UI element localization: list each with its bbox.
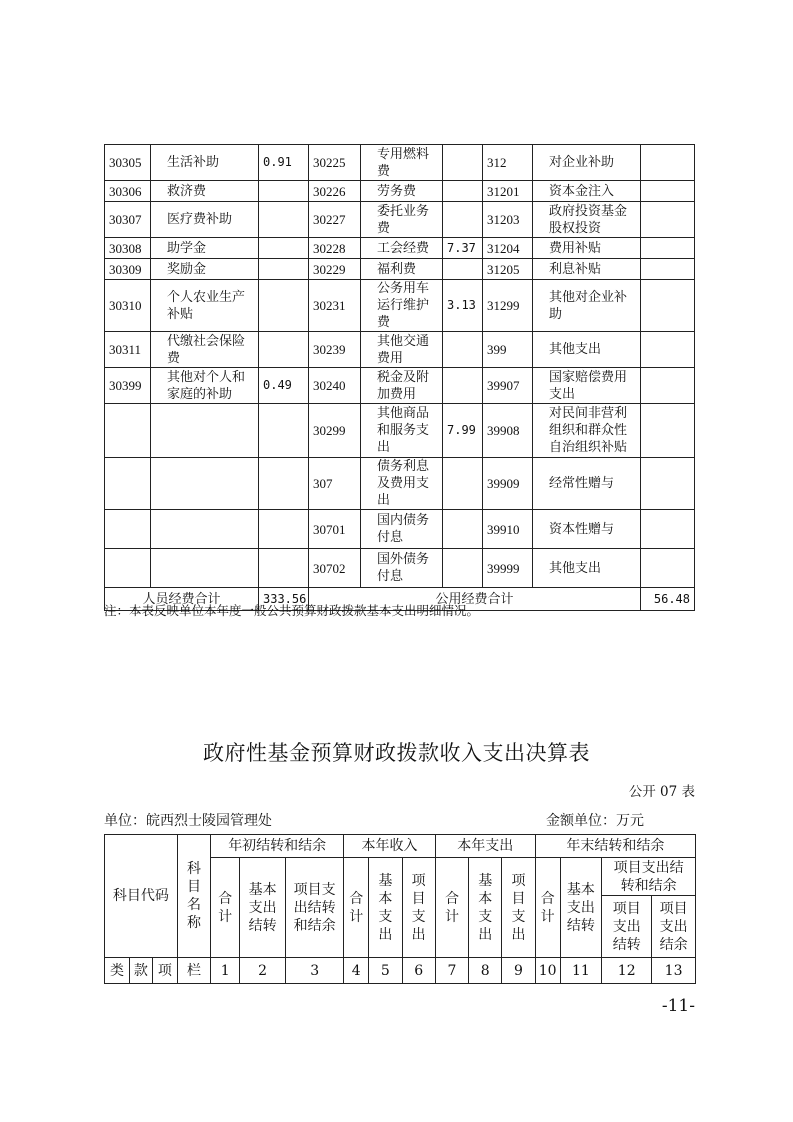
income-basic-header: 基本支出 xyxy=(369,858,402,958)
amount-cell xyxy=(259,549,309,588)
subject-code-cell: 307 xyxy=(309,458,361,510)
subject-name-cell: 医疗费补助 xyxy=(151,202,259,238)
col-number: 12 xyxy=(602,958,652,984)
amount-cell xyxy=(259,259,309,280)
col-number: 5 xyxy=(369,958,402,984)
lan-header: 栏 xyxy=(177,958,210,984)
income-project-header: 项目支出 xyxy=(402,858,435,958)
subject-name-cell: 生活补助 xyxy=(151,145,259,181)
group-income-header: 本年收入 xyxy=(344,835,436,858)
subject-name-cell: 债务利息及费用支出 xyxy=(361,458,443,510)
amount-cell: 7.37 xyxy=(443,238,483,259)
group-begin-header: 年初结转和结余 xyxy=(211,835,344,858)
subject-name-cell: 经常性赠与 xyxy=(533,458,641,510)
unit-label: 单位：皖西烈士陵园管理处 xyxy=(104,813,272,829)
subject-name-cell: 费用补贴 xyxy=(533,238,641,259)
subject-code-cell xyxy=(105,404,151,458)
subject-name-cell: 个人农业生产补贴 xyxy=(151,280,259,332)
subject-code-cell xyxy=(105,510,151,549)
expense-basic-header: 基本支出 xyxy=(469,858,502,958)
table-row xyxy=(105,549,695,588)
begin-basic-carry-header: 基本支出结转 xyxy=(240,858,286,958)
amount-cell xyxy=(641,549,695,588)
amount-cell xyxy=(443,181,483,202)
subject-name-cell: 代缴社会保险费 xyxy=(151,332,259,368)
expense-project-header: 项目支出 xyxy=(502,858,535,958)
subject-code-cell: 30240 xyxy=(309,368,361,404)
subject-name-cell: 奖励金 xyxy=(151,259,259,280)
table-row xyxy=(105,202,695,238)
lei-header: 类 xyxy=(105,958,130,984)
end-project-surplus-header: 项目支出结余 xyxy=(652,896,696,958)
col-number: 10 xyxy=(535,958,560,984)
subject-name-cell: 国外债务付息 xyxy=(361,549,443,588)
subject-code-cell: 30225 xyxy=(309,145,361,181)
subject-code-cell: 399 xyxy=(483,332,533,368)
amount-cell xyxy=(641,181,695,202)
end-total-header: 合计 xyxy=(535,858,560,958)
amount-cell: 3.13 xyxy=(443,280,483,332)
subject-code-cell: 30305 xyxy=(105,145,151,181)
subject-code-cell: 30308 xyxy=(105,238,151,259)
amount-cell xyxy=(259,404,309,458)
income-total-header: 合计 xyxy=(344,858,369,958)
subject-code-cell: 39908 xyxy=(483,404,533,458)
subject-name-cell: 其他对个人和家庭的补助 xyxy=(151,368,259,404)
subject-name-cell: 其他支出 xyxy=(533,549,641,588)
kuan-header: 款 xyxy=(129,958,152,984)
amount-cell xyxy=(259,458,309,510)
amount-cell xyxy=(443,259,483,280)
subject-code-cell: 31203 xyxy=(483,202,533,238)
group-end-header: 年末结转和结余 xyxy=(535,835,695,858)
begin-project-carry-header: 项目支出结转和结余 xyxy=(286,858,344,958)
subject-name-cell: 对民间非营利组织和群众性自治组织补贴 xyxy=(533,404,641,458)
subject-name-cell: 其他支出 xyxy=(533,332,641,368)
amount-cell xyxy=(259,238,309,259)
subject-name-cell: 工会经费 xyxy=(361,238,443,259)
subject-name-cell: 劳务费 xyxy=(361,181,443,202)
subject-code-cell: 31205 xyxy=(483,259,533,280)
subject-code-cell: 39909 xyxy=(483,458,533,510)
table-row xyxy=(105,238,695,259)
col-number: 6 xyxy=(402,958,435,984)
subject-name-cell: 国家赔偿费用支出 xyxy=(533,368,641,404)
subject-name-cell: 利息补贴 xyxy=(533,259,641,280)
subject-code-cell: 30701 xyxy=(309,510,361,549)
subject-name-cell xyxy=(151,458,259,510)
amount-cell xyxy=(443,145,483,181)
subject-name-cell xyxy=(151,549,259,588)
table-row xyxy=(105,458,695,510)
subject-name-cell: 公务用车运行维护费 xyxy=(361,280,443,332)
subject-name-cell: 资本性赠与 xyxy=(533,510,641,549)
subject-code-cell: 39910 xyxy=(483,510,533,549)
table-row xyxy=(105,259,695,280)
amount-cell xyxy=(641,280,695,332)
public-total-value: 56.48 xyxy=(641,588,695,611)
col-number: 13 xyxy=(652,958,696,984)
table-row xyxy=(105,510,695,549)
subject-code-cell: 312 xyxy=(483,145,533,181)
amount-cell xyxy=(641,145,695,181)
amount-cell xyxy=(259,510,309,549)
table-row xyxy=(105,181,695,202)
amount-cell xyxy=(641,259,695,280)
subject-name-cell: 其他交通费用 xyxy=(361,332,443,368)
subject-name-cell: 对企业补助 xyxy=(533,145,641,181)
subject-name-cell: 其他商品和服务支出 xyxy=(361,404,443,458)
personnel-total-value: 333.56 xyxy=(259,588,309,611)
table-row xyxy=(105,404,695,458)
col-number: 1 xyxy=(211,958,240,984)
amount-cell xyxy=(641,202,695,238)
table-note: 注：本表反映单位本年度一般公共预算财政拨款基本支出明细情况。 xyxy=(104,603,480,618)
subject-code-cell: 30226 xyxy=(309,181,361,202)
subject-name-cell: 税金及附加费用 xyxy=(361,368,443,404)
amount-cell xyxy=(641,510,695,549)
table-row xyxy=(105,332,695,368)
subject-code-cell: 31299 xyxy=(483,280,533,332)
personnel-total-label: 人员经费合计 xyxy=(105,588,259,611)
subject-code-cell: 30310 xyxy=(105,280,151,332)
col-number: 2 xyxy=(240,958,286,984)
page-title: 政府性基金预算财政拨款收入支出决算表 xyxy=(203,741,590,765)
subject-name-cell: 政府投资基金股权投资 xyxy=(533,202,641,238)
subject-name-header: 科目名称 xyxy=(177,835,210,958)
amount-cell xyxy=(641,238,695,259)
subject-name-cell: 救济费 xyxy=(151,181,259,202)
amount-cell xyxy=(443,458,483,510)
amount-cell xyxy=(641,458,695,510)
expense-total-header: 合计 xyxy=(435,858,468,958)
amount-cell xyxy=(443,332,483,368)
group-expense-header: 本年支出 xyxy=(435,835,535,858)
amount-cell xyxy=(641,332,695,368)
subject-code-cell: 30239 xyxy=(309,332,361,368)
subject-code-cell: 30311 xyxy=(105,332,151,368)
subject-code-cell: 30307 xyxy=(105,202,151,238)
end-basic-carry-header: 基本支出结转 xyxy=(560,858,602,958)
subject-name-cell: 资本金注入 xyxy=(533,181,641,202)
subject-name-cell: 国内债务付息 xyxy=(361,510,443,549)
amount-cell: 7.99 xyxy=(443,404,483,458)
xiang-header: 项 xyxy=(152,958,177,984)
subject-name-cell: 委托业务费 xyxy=(361,202,443,238)
col-number: 7 xyxy=(435,958,468,984)
amount-cell xyxy=(259,332,309,368)
subject-code-cell: 30309 xyxy=(105,259,151,280)
page-number: -11- xyxy=(661,996,695,1016)
subject-code-cell: 30306 xyxy=(105,181,151,202)
amount-cell xyxy=(443,202,483,238)
subject-name-cell xyxy=(151,404,259,458)
subject-code-cell: 30229 xyxy=(309,259,361,280)
col-number: 3 xyxy=(286,958,344,984)
subject-code-cell xyxy=(105,458,151,510)
begin-total-header: 合计 xyxy=(211,858,240,958)
amount-cell xyxy=(641,404,695,458)
table-row xyxy=(105,280,695,332)
subject-code-cell: 30227 xyxy=(309,202,361,238)
subject-name-cell: 福利费 xyxy=(361,259,443,280)
subject-name-cell xyxy=(151,510,259,549)
col-number: 4 xyxy=(344,958,369,984)
amount-cell xyxy=(641,368,695,404)
amount-cell xyxy=(443,549,483,588)
form-number: 公开 07 表 xyxy=(628,784,695,800)
subject-code-cell: 31204 xyxy=(483,238,533,259)
subject-name-cell: 助学金 xyxy=(151,238,259,259)
col-number: 11 xyxy=(560,958,602,984)
end-project-carry-header: 项目支出结转 xyxy=(602,896,652,958)
subject-code-cell: 39907 xyxy=(483,368,533,404)
table-row xyxy=(105,145,695,181)
subject-code-cell: 30231 xyxy=(309,280,361,332)
col-number: 9 xyxy=(502,958,535,984)
subject-code-header: 科目代码 xyxy=(105,835,178,958)
amount-cell xyxy=(443,510,483,549)
basic-expense-detail-table xyxy=(104,144,695,611)
amount-cell xyxy=(259,280,309,332)
public-total-label: 公用经费合计 xyxy=(309,588,641,611)
subject-code-cell: 30228 xyxy=(309,238,361,259)
table-row xyxy=(105,368,695,404)
subject-code-cell xyxy=(105,549,151,588)
amount-cell: 0.49 xyxy=(259,368,309,404)
subject-code-cell: 39999 xyxy=(483,549,533,588)
amount-cell: 0.91 xyxy=(259,145,309,181)
subject-name-cell: 其他对企业补助 xyxy=(533,280,641,332)
subject-code-cell: 31201 xyxy=(483,181,533,202)
money-unit-label: 金额单位：万元 xyxy=(546,813,644,829)
col-number: 8 xyxy=(469,958,502,984)
subject-code-cell: 30702 xyxy=(309,549,361,588)
amount-cell xyxy=(259,181,309,202)
amount-cell xyxy=(259,202,309,238)
end-project-group-header: 项目支出结转和结余 xyxy=(602,858,696,896)
fund-budget-table xyxy=(104,834,696,984)
subject-code-cell: 30299 xyxy=(309,404,361,458)
amount-cell xyxy=(443,368,483,404)
subject-code-cell: 30399 xyxy=(105,368,151,404)
subject-name-cell: 专用燃料费 xyxy=(361,145,443,181)
